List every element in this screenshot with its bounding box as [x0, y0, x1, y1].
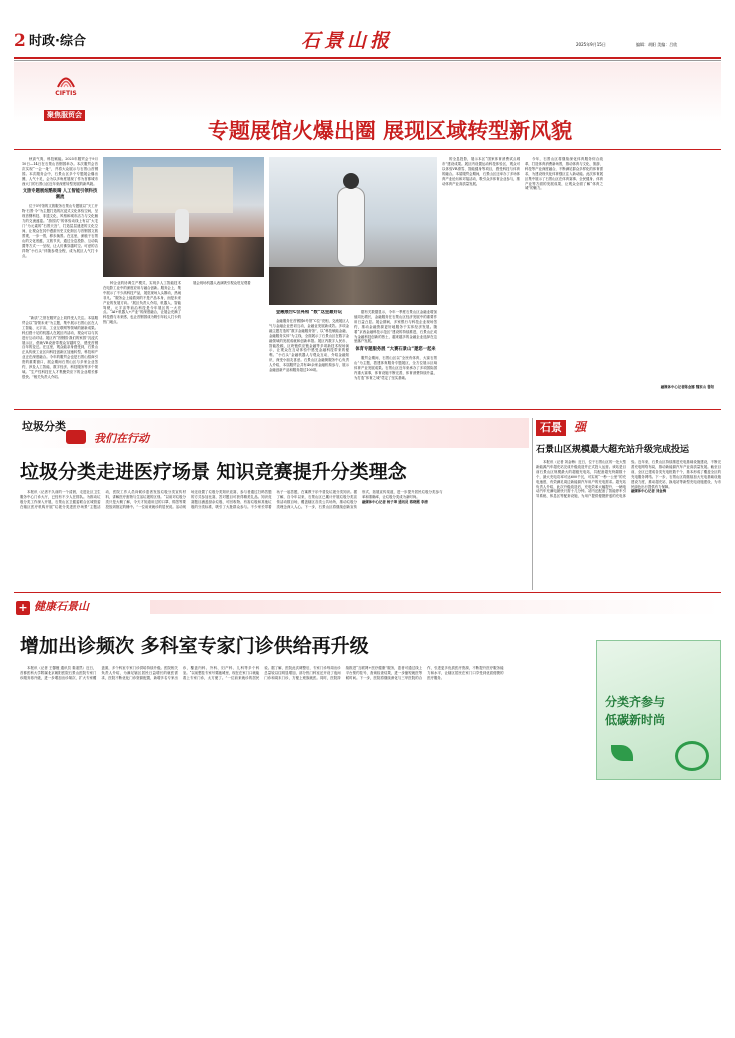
article2-headline: 垃圾分类走进医疗场景 知识竞赛提升分类理念 — [20, 461, 407, 483]
article1-col1 — [22, 157, 98, 312]
article1-col3b — [186, 281, 264, 404]
article1-col2-body: “新质”之馆在服贸会上同样受人关注。本届服贸会以“智领未来”为主题，集中展示石景山区在人工智能、元宇宙、工业互联网等领域的最新成果。科幻感十足的机器人在展区内活动，观众可以与其进行互动对话。展区内“首钢园·我们的家园”沉浸式展示区，借助VR设备带观众穿越时空，感受首钢百年的变迁。在这里，观众能亲身感受到，石景山正从传统工业区向科技创新区加速转型，科技和产业正在深度融合。今年的服贸会也是石景山招商引资的重要窗口，展会期间石景山区与多家企业签约，涉及人工智能、数字经济、科技服务等多个领域。“生产性科技在人才集聚效应下的企业增长都很快。”相关负责人介绍。 — [22, 316, 98, 379]
article1-col8 — [608, 157, 714, 404]
article1-col3 — [103, 281, 181, 404]
expo-logo-text: CIFTIS — [55, 90, 77, 97]
article1-col1-body: 位于5号馆的文旅服务石景山专题展以“天工开物·石景·今”为主题打造的沉浸式文化体验空间，呈现首钢科技、非遗文化、风格和城市活力与文化魅力的交流盛宴。“游园式”的体验动线上有以“大宅门”为元素的“石景天宫”，打造层层递进的文化空间，让观众在其中漫游历史文化街区与首钢园文旅景观，一步一景，移步换景。在这里，深植于石景山的文化底蕴，文旅节庆，通过全息投影、互动装置等方式一一呈现，让人仿佛穿越时空。可爱的吉祥物“小石头”伴随参观全程，成为展区人气打卡点。 — [22, 204, 98, 258]
article1-col6-body: 的全息投影，展示本区“国家体育消费试点城市”建设成果。展区内设置运动科技体验区，观众可以体验VR滑雪、智能健身等项目，感受科技与体育的融合。本届服贸会期间，石景山区还举办了多场体育产业论坛和对接活动，吸引众多体育企业参与，推动体育产业高质量发展。 — [442, 157, 520, 186]
expo-hall-photo — [103, 157, 264, 277]
article2-body-text: 本报讯（记者不久前的一个清晨，走进社区卫生服务中心门诊大厅，已经有不少人在排队。为推动垃圾分类工作深入开展，石景山区卫健委联合区城管委在辖区医疗机构开展“垃圾分类进医疗场景”主题活动，医院工作人员向候诊患者发放垃圾分类宣传材料，讲解医疗废物与生活垃圾的区别。“以前对垃圾分类只是大概了解，今天才知道用过的口罩、棉签等要投放到指定的桶中。”一位前来就诊的居民说。活动现场还设置了垃圾分类知识竞赛，参与者通过扫码答题的方式参加比赛，答对题目可获得精美礼品。知识竞赛题目涵盖厨余垃圾、可回收物、有害垃圾和其他垃圾的分类标准，吸引了大批群众参与。不少家长带着孩子一起答题，在寓教于乐中普及垃圾分类知识。据了解，自今年以来，石景山区已累计开展垃圾分类宣传活动数百场，覆盖辖区各类公共场所，推动垃圾分类理念深入人心。下一步，石景山区将继续创新宣传形式，拓展宣传渠道，进一步提升居民垃圾分类参与率和准确率，让垃圾分类成为新时尚。 — [20, 490, 443, 509]
green-ad — [596, 640, 721, 780]
article1-byline: 融媒体中心记者陈金娜 魏家山 鲁阳 — [660, 385, 714, 389]
article4-body — [20, 666, 585, 776]
robot-photo — [269, 157, 437, 305]
article1-bottom-rule — [14, 409, 721, 410]
charging-banner-slogan: 强 — [574, 420, 587, 434]
article1-subhead3: 体育专题服务展 “大赛石景山”邀您一起来 — [355, 347, 436, 353]
section-title: 时政·综合 — [29, 34, 86, 49]
article2-body — [20, 490, 528, 576]
article1-col4-body: 金融服务在首钢园6号馆“C位”亮相，交流展区人气与金融企业密切互动，金融业发展新成效。多项金融主题打造的“数字金融服务馆”，以“科技赋能金融，金融服务实体”为主线，全面展示了石景山区在数字金融领域的发展成就和创新举措。展区内数字人民币、智能投顾、区块链供应链金融等多项新技术现场演示，让观众在互动体验中感受金融科技带来的便利。“小石头”金融机器人与观众互动，介绍金融知识，深受小朋友喜爱。石景山区金融街服务中心负责人介绍，本届服贸会共有40余家金融机构参与，展示金融创新产品和服务超过100项。 — [269, 319, 349, 373]
charging-banner — [536, 418, 721, 442]
article1-col5-body2: 服贸会期间，石景山区以“全民有体育，大赛石景山”为主题，搭建体育服务专题展区，全方位展示区域体育产业发展成果。石景山区近年来承办了多项国际国内重大赛事，体育设施不断完善，体育消费持续升温，为打造“体育之城”奠定了坚实基础。 — [354, 356, 437, 380]
ad-leaf-icon — [611, 745, 633, 761]
health-banner-band — [150, 600, 721, 614]
health-plus-icon: + — [16, 601, 30, 615]
garbage-banner-title: 垃圾分类 — [22, 420, 66, 433]
expo-logo-icon — [55, 68, 77, 90]
robot-head-shape — [343, 173, 359, 189]
article4-body-text: 本报讯（记者 王馨檀 通讯员 秦道然）近日，首都医科大学附属北京朝阳医院石景山医院专家门诊服务再升级，进一步增加出诊频次、扩大专家覆盖面，多个科室专家门诊供给持续升级。医院相关负责人介绍，为满足辖区居民日益增长的就医需求，医院不断优化门诊资源配置，新增多名专家出诊，覆盖内科、外科、妇产科、儿科等多个科室。“以前想挂专家号要跑城里，现在在家门口就能看上专家门诊，太方便了。”一位前来就诊的居民说。据了解，医院此次调整后，专家门诊每周出诊总量较以往明显增加，部分热门科室还开设了夜间门诊和周末门诊，方便上班族就医。同时，医院持续推进“互联网+医疗健康”服务，患者可通过线上平台预约挂号、查询检查结果，进一步缩短就医等候时间。下一步，医院将继续深化与三甲医院的合作，引进更多优质医疗资源，不断提升医疗服务能力和水平，让辖区居民在家门口享受到优质便捷的医疗服务。 — [20, 666, 504, 680]
paper-name: 石景山报 — [301, 30, 394, 52]
ad-line1: 分类齐参与 — [605, 695, 666, 709]
recycle-icon — [66, 430, 86, 444]
article2-bottom-rule — [14, 592, 721, 593]
robot-body-shape — [337, 187, 365, 267]
page-number: 2 — [14, 31, 26, 51]
article4-headline: 增加出诊频次 多科室专家门诊供给再升级 — [20, 635, 369, 657]
photo-robot-shape — [175, 209, 189, 243]
garbage-banner-slogan: 我们在行动 — [94, 432, 149, 445]
headline-rule — [14, 149, 721, 150]
masthead-rule — [14, 57, 721, 59]
banner-tag: 聚焦服贸会 — [44, 110, 85, 121]
article1-col4 — [269, 310, 349, 404]
article1-col6 — [442, 157, 520, 404]
expo-banner — [14, 62, 721, 122]
article3-body-text: 本报讯（记者 刘金梅）近日，位于石景山区的一处大型新能源汽车超充站完成升级改造并正式投入运营。该站是目前石景山区规模最大的超级充电站，共配备超充终端数十个，最大充电功率可达600千瓦，可实现“一秒一公里”的充电速度，有效满足周边新能源汽车用户的充电需求。超充站负责人介绍，此次升级改造后，充电效率大幅提升，一辆电动汽车充满电最快只需十几分钟。站内还配备了智能停车引导系统、休息区等配套设施，为用户提供便捷舒适的充电体验。近年来，石景山区持续推进充电基础设施建设，不断完善充电网络布局，推动新能源汽车产业高质量发展。截至目前，全区已建成各类充电桩数千个，基本形成了覆盖全区的充电服务网络。下一步，石景山区将继续加大充电基础设施建设力度，推动超充站、换电站等新型充电设施建设，为市民绿色出行提供有力保障。 — [536, 460, 721, 499]
charging-banner-title: 石景 — [536, 420, 566, 436]
article1-col6-body2: 今年，石景山区将继续深化体育服务综合改革，打造体育消费新场景，推动体育与文化、旅游、科技等产业深度融合，不断满足群众多样化的体育需求，为建设现代化体育强区注入新动能。此次体育展区集中展示了石景山区在体育赛事、全民健身、体育产业等方面的发展成果，让观众全面了解“体育之城”的魅力。 — [525, 157, 603, 191]
article1-col2 — [22, 316, 98, 404]
article1-col3-body: 种企业的协调生产模式，实现多人工智能技术在电影工业中的深度应用与融合创新。服务会上，集中展示了不少高科技产品，展览现场人头攒动，热闹非凡。“服务会上能看到的不是产品本身，而是未来产业的发展方向。”展区负责人介绍，机器人、智能驾驶、元宇宙等前沿科技是今年展区的一大亮点。“AI+机器人+产业”的深度融合，让展会充满了科技感与未来感，也让首钢园成为吸引年轻人打卡的热门地点。 — [103, 281, 181, 325]
photo-screen-shape — [133, 167, 233, 213]
article1-col5 — [354, 310, 437, 404]
health-banner — [14, 597, 144, 619]
article1-subhead1: 文旅专题展炫酷吸睛 人工智能引领科技潮流 — [22, 189, 98, 201]
article1-col7 — [525, 157, 603, 404]
masthead — [14, 30, 721, 58]
vertical-divider — [532, 418, 533, 590]
article1-subhead2: 金融展台C位亮相 “数”这里最好玩 — [275, 310, 343, 315]
masthead-rule-thin — [14, 60, 721, 61]
garbage-banner — [14, 418, 529, 448]
article1-headline: 专题展馆火爆出圈 展现区域转型新风貌 — [207, 119, 573, 143]
article1-intro: 秋高气爽，科技赋能。2025年服贸会于9月10日—14日在石景山首钢园举办。本次服贸会首次实现“一会一址”，并将大众展示与石景山首钢园。本次服务会中，石景山区多个专题展会爆出圈，人气十足，会为以多角度展现了作为首都城市西大门的石景山区近年来深度转型发展的新风貌。 — [22, 157, 98, 186]
article2-byline: 融媒体中心记者 杨子坤 通讯员 蒋晓霞 李清 — [362, 499, 428, 504]
article3-headline: 石景山区规模最大超充站升级完成投运 — [536, 445, 690, 455]
photo-crowd-shape — [103, 237, 264, 277]
article3-byline: 融媒体中心记者 刘金梅 — [631, 489, 667, 494]
expo-logo-badge — [44, 68, 88, 108]
ad-line2: 低碳新时尚 — [605, 713, 666, 727]
ad-recycle-icon — [675, 741, 709, 771]
editor-line: 编辑：胡阳 美编：吕欣 — [636, 42, 678, 47]
date-line: 2025年9月15日 — [576, 42, 606, 47]
health-banner-title: 健康石景山 — [34, 600, 89, 613]
photo-caption: 展会现场机器人表演吸引观众驻足观看 — [193, 281, 251, 285]
article3-body — [536, 460, 721, 588]
article1-col5-body: 据有关数据显示，今年一季度石景山区金融业增加值同比增长，金融服务在石景山区经济发展中的重要作用日益凸显。展会期间，多家银行与科技企业现场签约，推动金融资源更好地服务于实体经济发展。随着“京西金融科技示范区”建设的持续推进，石景山正成为金融科技创新的热土，越来越多的金融企业选择在这里落户发展。 — [354, 310, 437, 344]
robot-people-shape — [269, 267, 437, 305]
